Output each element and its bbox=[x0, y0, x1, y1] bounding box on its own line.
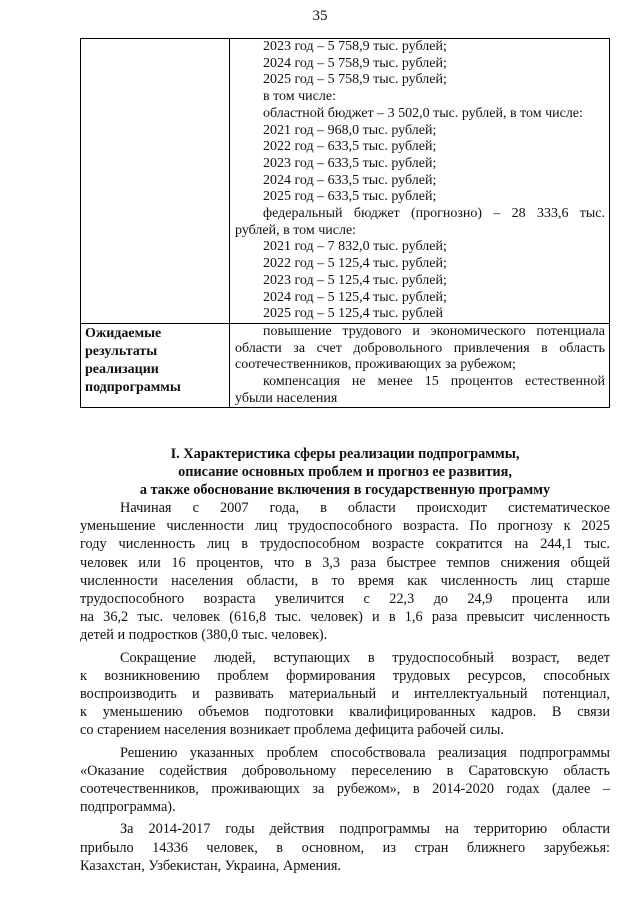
section-paragraphs bbox=[80, 499, 610, 875]
paragraph-line: Решению указанных проблем способствовала реализация подпрограммы bbox=[120, 744, 610, 761]
page-number: 35 bbox=[312, 8, 328, 24]
budget-line: 2021 год – 7 832,0 тыс. рублей; bbox=[263, 239, 447, 255]
heading-line: описание основных проблем и прогноз ее развития, bbox=[178, 464, 512, 480]
results-row bbox=[81, 323, 610, 408]
paragraph bbox=[80, 820, 610, 875]
budget-value-cell bbox=[230, 39, 610, 324]
paragraph-line: детей и подростков (380,0 тыс. человек). bbox=[80, 627, 328, 644]
budget-line: 2023 год – 633,5 тыс. рублей; bbox=[263, 155, 437, 171]
budget-line: 2022 год – 5 125,4 тыс. рублей; bbox=[263, 256, 447, 272]
paragraph bbox=[80, 744, 610, 817]
section-body bbox=[80, 445, 610, 875]
results-line: области за счет добровольного привлечения в область bbox=[235, 340, 605, 356]
results-line: компенсация не менее 15 процентов естественной bbox=[263, 374, 605, 390]
results-label-line: результаты bbox=[85, 343, 158, 359]
budget-line: областной бюджет – 3 502,0 тыс. рублей, в том числе: bbox=[263, 105, 583, 121]
paragraph-line: со старением населения возникает проблема дефицита рабочей силы. bbox=[80, 722, 504, 739]
paragraph-line: численности населения области, в то время как численность лиц старше bbox=[80, 572, 610, 589]
paragraph-line: на 36,2 тыс. человек (616,8 тыс. человек) и в 1,6 раза превысит численность bbox=[80, 609, 610, 626]
budget-row bbox=[81, 39, 610, 324]
paragraph-line: году численность лиц в трудоспособном возрасте сократится на 244,1 тыс. bbox=[80, 536, 610, 553]
paragraph-line: к уменьшению объемов подготовки квалифицированных кадров. В связи bbox=[80, 704, 610, 721]
budget-line: 2024 год – 633,5 тыс. рублей; bbox=[263, 172, 437, 188]
paragraph-line: Сокращение людей, вступающих в трудоспособный возраст, ведет bbox=[120, 649, 610, 666]
paragraph-line: человек или 16 процентов, что в 3,3 раза быстрее темпов снижения общей bbox=[80, 554, 610, 571]
paragraph-line: уменьшение численности лиц трудоспособного возраста. По прогнозу к 2025 bbox=[80, 518, 610, 535]
paragraph bbox=[80, 649, 610, 740]
budget-line: 2023 год – 5 758,9 тыс. рублей; bbox=[263, 39, 447, 54]
paragraph-line: подпрограмма). bbox=[80, 799, 176, 816]
results-label-line: подпрограммы bbox=[85, 379, 181, 395]
budget-line: 2021 год – 968,0 тыс. рублей; bbox=[263, 122, 437, 138]
heading-line: а также обоснование включения в государственную программу bbox=[139, 482, 551, 498]
budget-line: 2022 год – 633,5 тыс. рублей; bbox=[263, 139, 437, 155]
budget-label-cell bbox=[81, 39, 230, 324]
results-line: убыли населения bbox=[235, 390, 338, 406]
section-heading bbox=[80, 445, 610, 499]
results-label-cell bbox=[81, 323, 230, 408]
paragraph-line: «Оказание содействия добровольному переселению в Саратовскую область bbox=[80, 762, 610, 779]
budget-line: 2025 год – 5 758,9 тыс. рублей; bbox=[263, 72, 447, 88]
results-label-line: реализации bbox=[85, 361, 159, 377]
paragraph bbox=[80, 499, 610, 645]
paragraph-line: соотечественников, проживающих за рубежом», в 2014-2020 годах (далее – bbox=[80, 781, 610, 798]
subprogram-passport-table bbox=[80, 38, 610, 408]
heading-line: I. Характеристика сферы реализации подпрограммы, bbox=[170, 446, 520, 462]
budget-line: федеральный бюджет (прогнозно) – 28 333,6 тыс. bbox=[263, 206, 605, 222]
paragraph-line: Казахстан, Узбекистан, Украина, Армения. bbox=[80, 857, 341, 874]
budget-line: 2023 год – 5 125,4 тыс. рублей; bbox=[263, 272, 447, 288]
paragraph-line: За 2014-2017 годы действия подпрограммы на территорию области bbox=[120, 821, 610, 838]
paragraph-line: трудоспособного возраста увеличится с 22,3 до 24,9 процента или bbox=[80, 591, 610, 608]
results-line: повышение трудового и экономического потенциала bbox=[263, 323, 605, 339]
budget-line: 2025 год – 633,5 тыс. рублей; bbox=[263, 189, 437, 205]
budget-line: 2024 год – 5 758,9 тыс. рублей; bbox=[263, 55, 447, 71]
paragraph-line: к возникновению проблем формирования трудовых ресурсов, способных bbox=[80, 667, 610, 684]
results-label-line: Ожидаемые bbox=[85, 325, 162, 341]
paragraph-line: Начиная с 2007 года, в области происходит систематическое bbox=[120, 500, 610, 516]
results-value-cell bbox=[230, 323, 610, 408]
budget-line: 2024 год – 5 125,4 тыс. рублей; bbox=[263, 289, 447, 305]
paragraph-line: воспроизводить и развивать материальный и интеллектуальный потенциал, bbox=[80, 686, 610, 703]
budget-line: в том числе: bbox=[263, 89, 336, 105]
paragraph-line: прибыло 14336 человек, в основном, из стран ближнего зарубежья: bbox=[80, 839, 610, 856]
results-line: соотечественников, проживающих за рубежом; bbox=[235, 357, 516, 373]
budget-line: рублей, в том числе: bbox=[235, 222, 357, 238]
budget-line: 2025 год – 5 125,4 тыс. рублей bbox=[263, 306, 443, 322]
